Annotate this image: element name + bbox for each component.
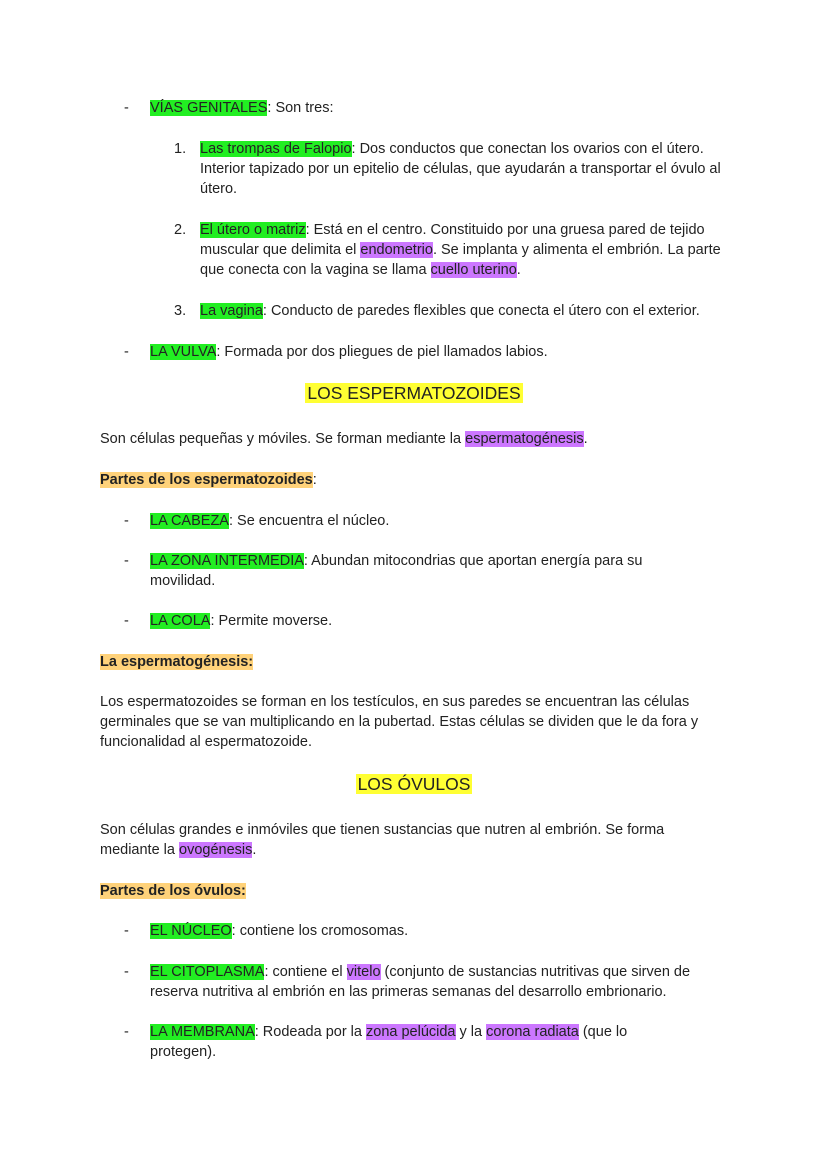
- vulva-label: LA VULVA: [150, 344, 217, 360]
- vias-genitales-label: VÍAS GENITALES: [150, 100, 268, 116]
- zona-pelucida-highlight: zona pelúcida: [366, 1024, 456, 1040]
- espermatozoides-intro: Son células pequeñas y móviles. Se forman mediante la espermatogénesis.: [100, 431, 588, 447]
- vitelo-highlight: vitelo: [346, 964, 381, 980]
- vias-genitales-item: VÍAS GENITALES: Son tres:: [150, 100, 334, 116]
- cuello-uterino-highlight: cuello uterino: [430, 262, 517, 278]
- bullet-dash: -: [124, 613, 129, 629]
- utero-label: El útero o matriz: [200, 222, 306, 238]
- zona-intermedia-item: LA ZONA INTERMEDIA: Abundan mitocondrias que aportan energía para su movilidad.: [150, 553, 643, 589]
- bullet-dash: -: [124, 1024, 129, 1040]
- bullet-dash: -: [124, 100, 129, 116]
- membrana-label: LA MEMBRANA: [150, 1024, 255, 1040]
- cola-label: LA COLA: [150, 613, 211, 629]
- trompas-item: Las trompas de Falopio: Dos conductos que conectan los ovarios con el útero. Interior tapizado por un epitelio de células, que ayudarán a transportar el óvulo al útero.: [200, 141, 721, 197]
- espermatogenesis-highlight: espermatogénesis: [465, 431, 584, 447]
- nucleo-item: EL NÚCLEO: contiene los cromosomas.: [150, 923, 409, 939]
- cabeza-item: LA CABEZA: Se encuentra el núcleo.: [150, 513, 390, 529]
- nucleo-label: EL NÚCLEO: [150, 923, 232, 939]
- corona-radiata-highlight: corona radiata: [486, 1024, 579, 1040]
- vagina-label: La vagina: [200, 303, 263, 319]
- bullet-dash: -: [124, 344, 129, 360]
- zona-intermedia-label: LA ZONA INTERMEDIA: [150, 553, 304, 569]
- espermatogenesis-paragraph: Los espermatozoides se forman en los testículos, en sus paredes se encuentran las células germinales que se van multiplicando en la pubertad. Estas células se dividen que le da fora y funcionalidad al espermatozoide.: [100, 694, 699, 750]
- membrana-item: LA MEMBRANA: Rodeada por la zona pelúcida y la corona radiata (que lo protegen).: [150, 1024, 628, 1060]
- bullet-dash: -: [124, 553, 129, 569]
- bullet-dash: -: [124, 923, 129, 939]
- vagina-item: La vagina: Conducto de paredes flexibles que conecta el útero con el exterior.: [200, 303, 700, 319]
- vulva-item: LA VULVA: Formada por dos pliegues de piel llamados labios.: [150, 344, 548, 360]
- cola-item: LA COLA: Permite moverse.: [150, 613, 333, 629]
- list-number: 3.: [174, 303, 187, 319]
- list-number: 1.: [174, 141, 187, 157]
- section-title-ovulos: LOS ÓVULOS: [357, 774, 471, 794]
- endometrio-highlight: endometrio: [360, 242, 433, 258]
- trompas-label: Las trompas de Falopio: [200, 141, 352, 157]
- bullet-dash: -: [124, 964, 129, 980]
- partes-ovulos-heading: Partes de los óvulos:: [100, 883, 246, 899]
- ovulos-intro: Son células grandes e inmóviles que tienen sustancias que nutren al embrión. Se forma mediante la ovogénesis.: [100, 822, 665, 858]
- cabeza-label: LA CABEZA: [150, 513, 229, 529]
- citoplasma-label: EL CITOPLASMA: [150, 964, 265, 980]
- utero-item: El útero o matriz: Está en el centro. Constituido por una gruesa pared de tejido muscular que delimita el endometrio. Se implanta y alimenta el embrión. La parte que conecta con la vagina se llama cuello uterino.: [200, 222, 721, 278]
- section-title-espermatozoides: LOS ESPERMATOZOIDES: [307, 383, 521, 403]
- list-number: 2.: [174, 222, 187, 238]
- citoplasma-item: EL CITOPLASMA: contiene el vitelo (conjunto de sustancias nutritivas que sirven de reserva nutritiva al embrión en las primeras semanas del desarrollo embrionario.: [150, 964, 691, 1000]
- ovogenesis-highlight: ovogénesis: [179, 842, 253, 858]
- bullet-dash: -: [124, 513, 129, 529]
- espermatogenesis-heading: La espermatogénesis:: [100, 654, 254, 670]
- partes-espermatozoides-heading: Partes de los espermatozoides:: [100, 472, 317, 488]
